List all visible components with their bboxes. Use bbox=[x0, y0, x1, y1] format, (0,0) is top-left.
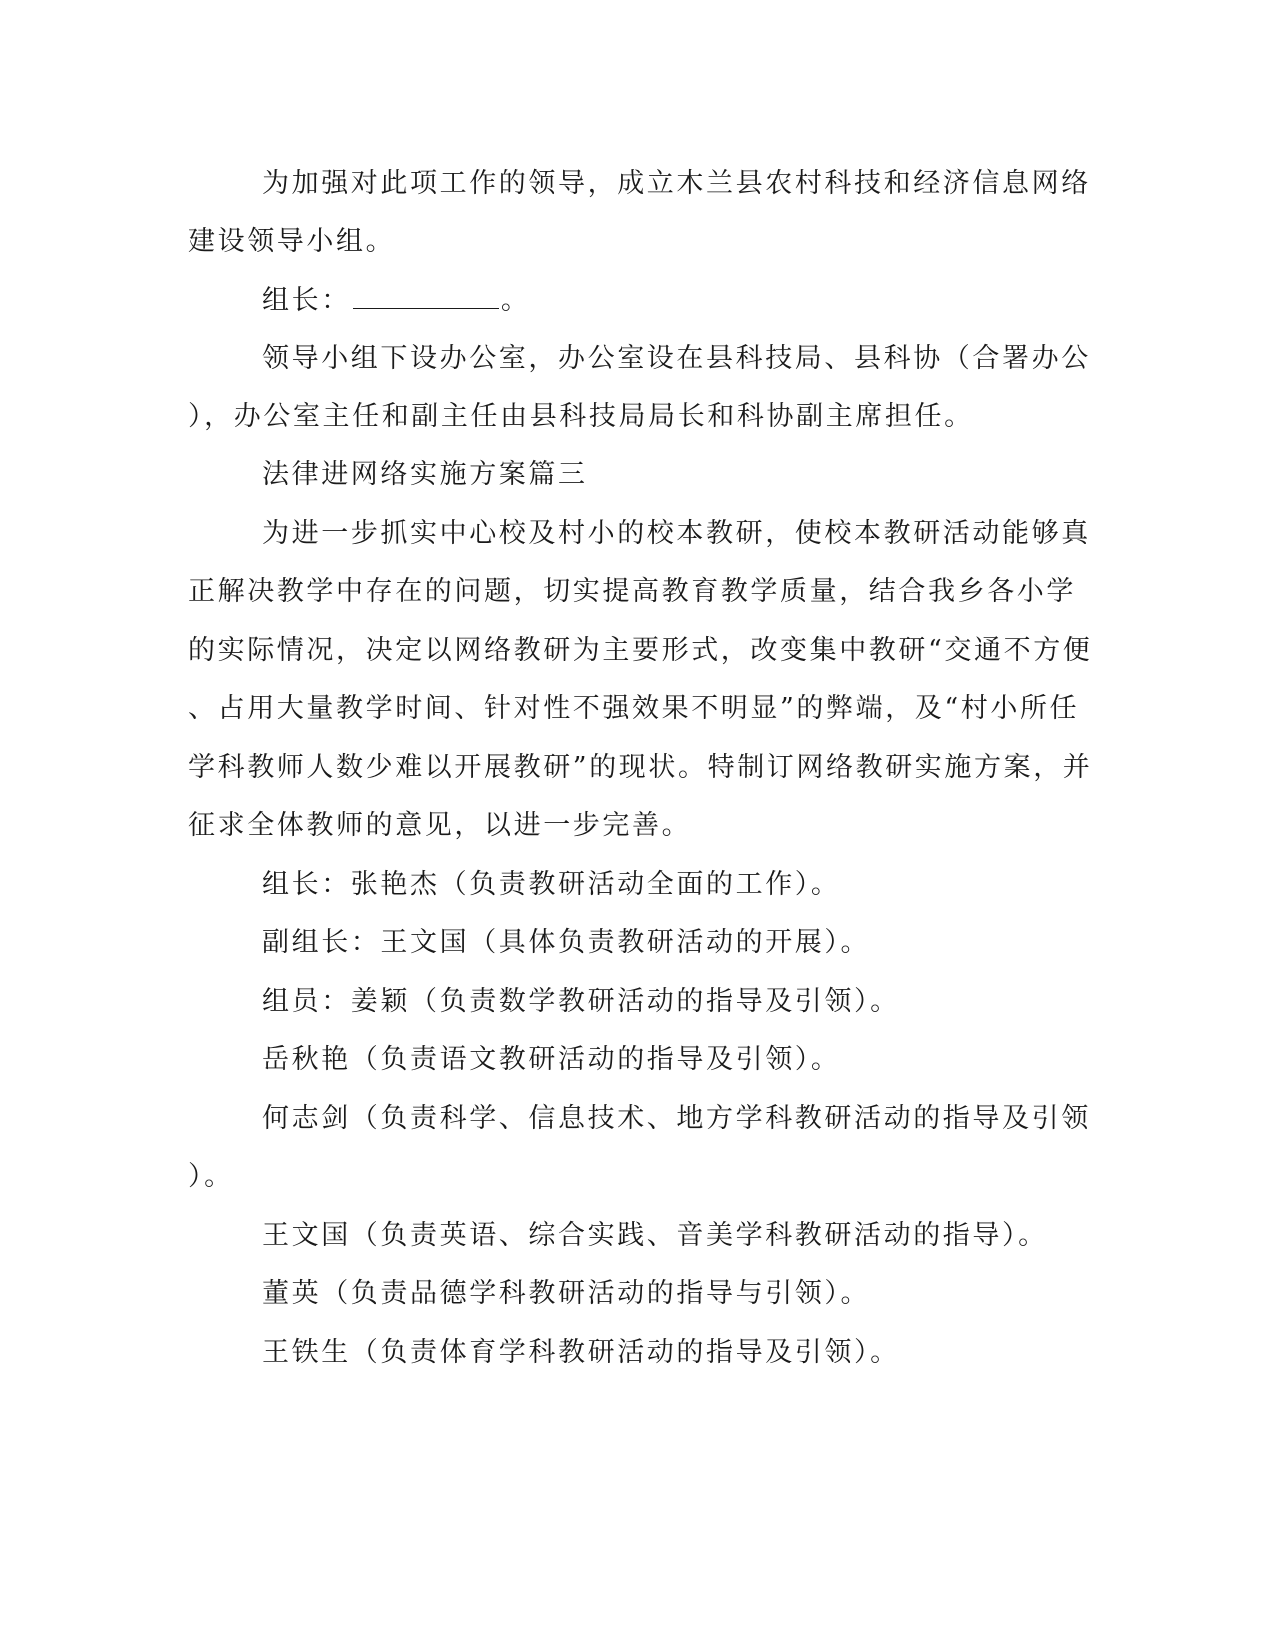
paragraph-line: 的实际情况，决定以网络教研为主要形式，改变集中教研“交通不方便 bbox=[188, 635, 1093, 666]
member-line: 岳秋艳（负责语文教研活动的指导及引领）。 bbox=[262, 1044, 841, 1075]
paragraph-line: 正解决教学中存在的问题，切实提高教育教学质量，结合我乡各小学 bbox=[188, 576, 1076, 607]
paragraph-line: 学科教师人数少难以开展教研”的现状。特制订网络教研实施方案，并 bbox=[188, 752, 1093, 783]
period-mark: 。 bbox=[500, 285, 531, 316]
paragraph-line: 领导小组下设办公室，办公室设在县科技局、县科协（合署办公 bbox=[262, 343, 1091, 374]
paragraph-line: 为加强对此项工作的领导，成立木兰县农村科技和经济信息网络 bbox=[262, 168, 1091, 199]
member-line: 副组长：王文国（具体负责教研活动的开展）。 bbox=[262, 927, 871, 958]
section-heading: 法律进网络实施方案篇三 bbox=[262, 459, 588, 490]
member-line: 王铁生（负责体育学科教研活动的指导及引领）。 bbox=[262, 1337, 900, 1368]
paragraph-line: 为进一步抓实中心校及村小的校本教研，使校本教研活动能够真 bbox=[262, 518, 1091, 549]
paragraph-line: 、占用大量教学时间、针对性不强效果不明显”的弊端，及“村小所任 bbox=[188, 693, 1080, 724]
paragraph-line: ），办公室主任和副主任由县科技局局长和科协副主席担任。 bbox=[188, 401, 974, 432]
member-line: 董英（负责品德学科教研活动的指导与引领）。 bbox=[262, 1278, 871, 1309]
paragraph-line: 征求全体教师的意见，以进一步完善。 bbox=[188, 810, 692, 841]
member-line: 王文国（负责英语、综合实践、音美学科教研活动的指导）。 bbox=[262, 1220, 1048, 1251]
member-line: 组长：张艳杰（负责教研活动全面的工作）。 bbox=[262, 869, 841, 900]
member-line: 何志剑（负责科学、信息技术、地方学科教研活动的指导及引领 bbox=[262, 1103, 1091, 1134]
paragraph-line: 建设领导小组。 bbox=[188, 226, 396, 257]
member-line-continued: ）。 bbox=[188, 1161, 234, 1192]
group-leader-blank-line bbox=[262, 282, 1068, 319]
member-line: 组员：姜颖（负责数学教研活动的指导及引领）。 bbox=[262, 986, 900, 1017]
fill-in-blank bbox=[353, 282, 499, 309]
group-leader-label: 组长： bbox=[262, 285, 351, 316]
